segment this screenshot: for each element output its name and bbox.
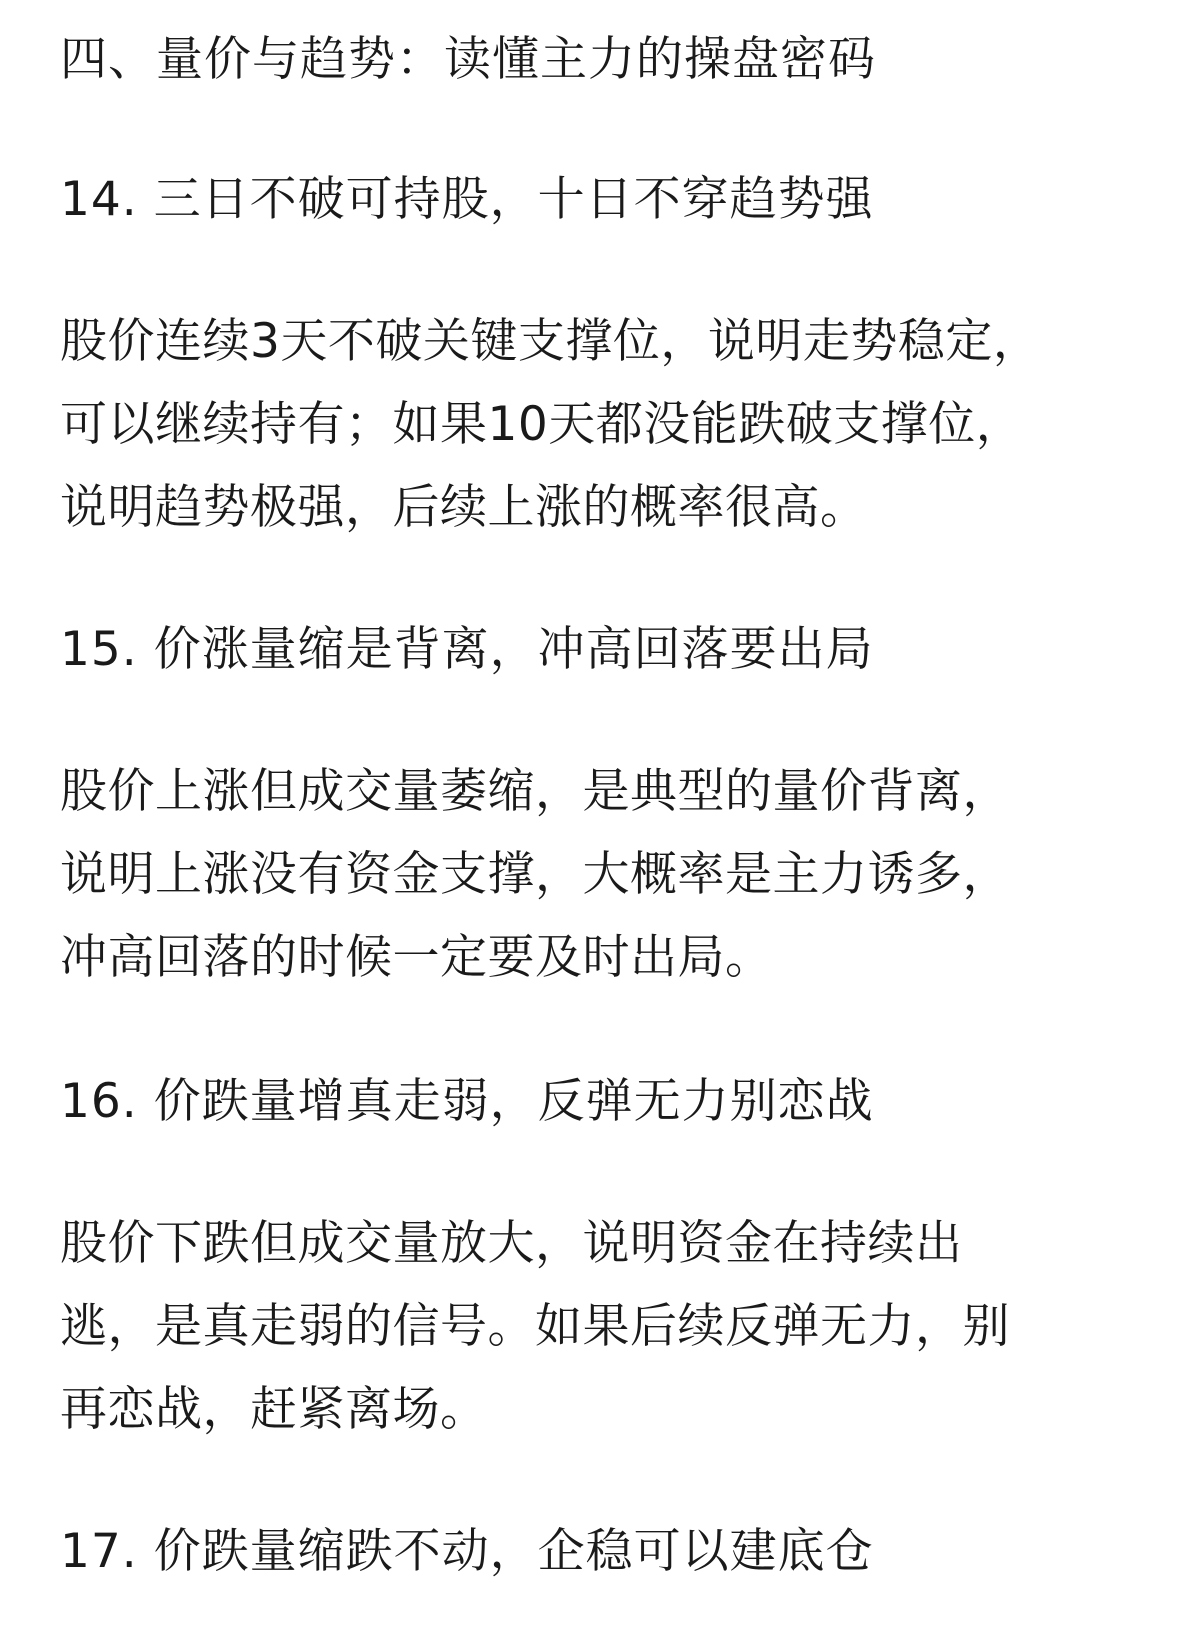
item-14-text-line-3: 说明趋势极强，后续上涨的概率很高。 bbox=[60, 480, 868, 535]
section-title: 四、量价与趋势：读懂主力的操盘密码 bbox=[60, 32, 876, 87]
item-16-text-line-2: 逃，是真走弱的信号。如果后续反弹无力，别 bbox=[60, 1299, 1010, 1354]
item-14-text-line-1: 股价连续3天不破关键支撑位，说明走势稳定， bbox=[60, 314, 1041, 369]
item-14-heading: 14. 三日不破可持股，十日不穿趋势强 bbox=[60, 172, 874, 227]
item-16-text-line-1: 股价下跌但成交量放大，说明资金在持续出 bbox=[60, 1216, 963, 1271]
item-15-text-line-2: 说明上涨没有资金支撑，大概率是主力诱多， bbox=[60, 847, 1010, 902]
item-15-text-line-3: 冲高回落的时候一定要及时出局。 bbox=[60, 930, 773, 985]
item-16-heading: 16. 价跌量增真走弱，反弹无力别恋战 bbox=[60, 1074, 874, 1129]
item-16-text-line-3: 再恋战，赶紧离场。 bbox=[60, 1382, 488, 1437]
item-15-text-line-1: 股价上涨但成交量萎缩，是典型的量价背离， bbox=[60, 764, 1010, 819]
item-15-heading: 15. 价涨量缩是背离，冲高回落要出局 bbox=[60, 622, 874, 677]
item-17-heading: 17. 价跌量缩跌不动，企稳可以建底仓 bbox=[60, 1524, 874, 1579]
item-14-text-line-2: 可以继续持有；如果10天都没能跌破支撑位， bbox=[60, 397, 1024, 452]
